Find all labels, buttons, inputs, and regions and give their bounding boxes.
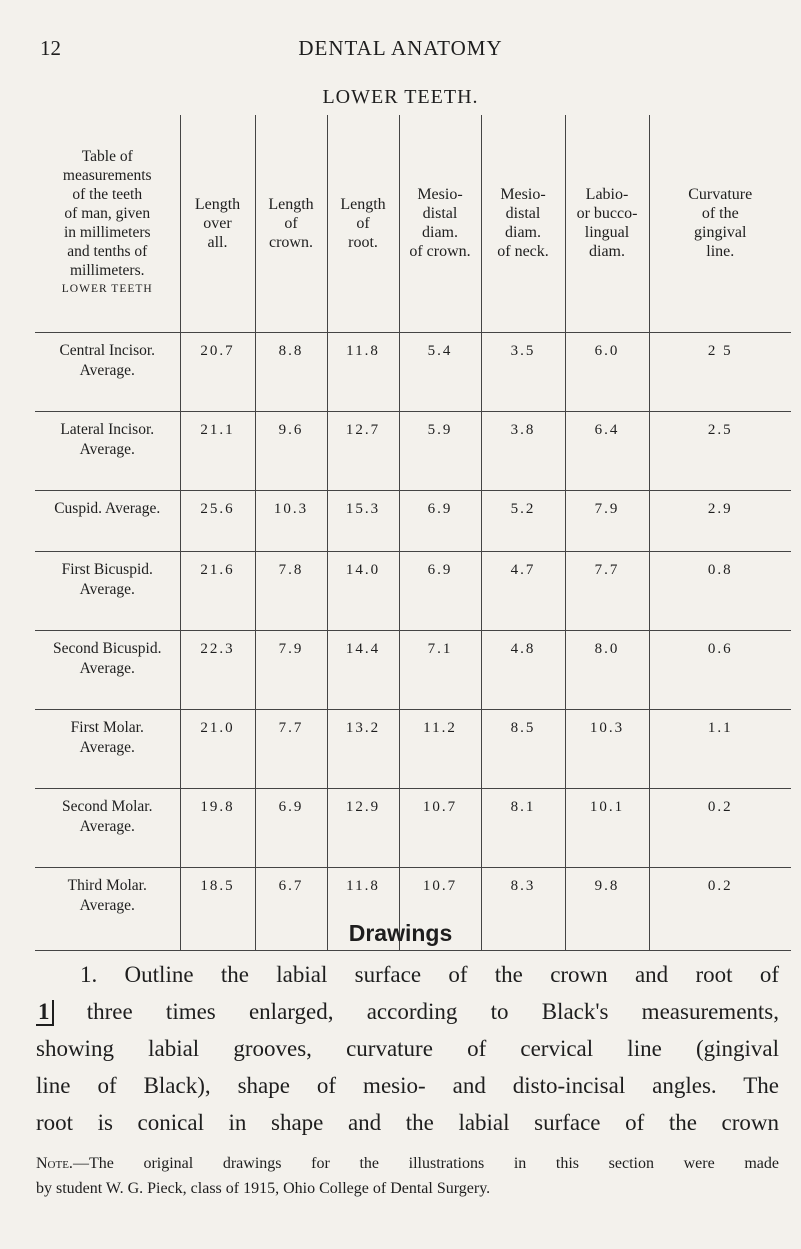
measurement-cell: 8.5 [481, 709, 565, 788]
table-row [35, 788, 791, 867]
column-header-line: over [203, 214, 232, 232]
column-header-line: distal [422, 205, 458, 223]
measurement-cell: 1.1 [649, 709, 791, 788]
tooth-name: Cuspid. Average. [54, 499, 161, 517]
paragraph-line: 1. Outline the labial surface of the crown and root of [80, 962, 779, 987]
column-header-line: root. [348, 233, 378, 251]
tooth-name-sub: Average. [79, 580, 135, 598]
running-head: DENTAL ANATOMY [298, 36, 503, 60]
paragraph-line: showing labial grooves, curvature of cervical line (gingival [36, 1036, 779, 1061]
column-header-line: diam. [422, 224, 458, 242]
table-row [35, 709, 791, 788]
column-header-line: of neck. [497, 243, 549, 261]
measurement-cell: 0.8 [649, 551, 791, 630]
measurement-cell: 10.1 [565, 788, 649, 867]
measurement-cell: 8.8 [255, 332, 327, 411]
table-row [35, 490, 791, 551]
measurement-cell: 10.7 [399, 788, 481, 867]
column-header [565, 115, 649, 332]
measurement-cell: 12.7 [327, 411, 399, 490]
measurement-cell: 22.3 [180, 630, 255, 709]
page-header [0, 36, 801, 66]
measurement-cell: 9.8 [565, 867, 649, 950]
note-line [36, 1151, 779, 1176]
measurement-cell: 14.0 [327, 551, 399, 630]
measurement-cell: 7.8 [255, 551, 327, 630]
measurement-cell: 0.2 [649, 788, 791, 867]
table-row [35, 411, 791, 490]
column-header-line: distal [505, 205, 541, 223]
column-header-line: or bucco- [576, 205, 638, 223]
column-header-line: of the [701, 205, 739, 223]
measurement-cell: 10.3 [255, 490, 327, 551]
table-description [35, 115, 180, 332]
tooth-name-sub: Average. [79, 738, 135, 756]
column-header-line: of crown. [409, 243, 471, 261]
paragraph-line: root is conical in shape and the labial surface of the crown [36, 1110, 779, 1135]
tooth-name: Second Molar. [62, 797, 153, 815]
description-line: Table of [81, 148, 133, 166]
tooth-name-sub: Average. [79, 659, 135, 677]
tooth-name-cell [35, 709, 180, 788]
measurement-cell: 6.4 [565, 411, 649, 490]
column-header-line: diam. [589, 243, 625, 261]
tooth-name-cell [35, 788, 180, 867]
column-header-line: diam. [505, 224, 541, 242]
column-header-line: Curvature [688, 186, 753, 204]
footnote [36, 1151, 779, 1201]
measurement-cell: 8.1 [481, 788, 565, 867]
tooth-name-cell [35, 411, 180, 490]
measurement-cell: 10.7 [399, 867, 481, 950]
tooth-name-sub: Average. [79, 440, 135, 458]
column-header-line: of [284, 214, 298, 232]
measurement-cell: 7.9 [255, 630, 327, 709]
measurement-cell: 11.2 [399, 709, 481, 788]
description-line: measurements [62, 167, 152, 185]
table-title: LOWER TEETH. [322, 86, 479, 108]
column-header-line: lingual [584, 224, 630, 242]
measurement-cell: 6.7 [255, 867, 327, 950]
column-header [649, 115, 791, 332]
measurement-cell: 21.6 [180, 551, 255, 630]
measurement-cell: 2.5 [649, 411, 791, 490]
measurement-cell: 8.3 [481, 867, 565, 950]
column-header-line: Length [268, 195, 314, 213]
column-header [255, 115, 327, 332]
measurement-cell: 21.0 [180, 709, 255, 788]
measurement-cell: 21.1 [180, 411, 255, 490]
measurement-cell: 13.2 [327, 709, 399, 788]
tooth-name-cell [35, 630, 180, 709]
measurement-cell: 7.9 [565, 490, 649, 551]
measurement-cell: 12.9 [327, 788, 399, 867]
measurement-cell: 7.7 [255, 709, 327, 788]
note-label: Note. [36, 1155, 73, 1172]
measurement-cell: 6.9 [255, 788, 327, 867]
measurement-cell: 15.3 [327, 490, 399, 551]
measurement-cell: 11.8 [327, 867, 399, 950]
note-line: by student W. G. Pieck, class of 1915, Ohio College of Dental Surgery. [36, 1180, 491, 1197]
measurement-cell: 5.4 [399, 332, 481, 411]
drawing-instruction-paragraph [36, 956, 779, 1141]
column-header-line: line. [706, 243, 735, 261]
tooth-notation-mark: 1 [36, 1000, 54, 1026]
measurement-cell: 8.0 [565, 630, 649, 709]
table-row [35, 551, 791, 630]
measurement-cell: 18.5 [180, 867, 255, 950]
measurements-table [35, 115, 791, 951]
description-line: of the teeth [72, 186, 143, 204]
measurement-cell: 4.8 [481, 630, 565, 709]
measurement-cell: 14.4 [327, 630, 399, 709]
measurement-cell: 20.7 [180, 332, 255, 411]
tooth-name-cell [35, 551, 180, 630]
column-header-line: gingival [694, 224, 747, 242]
measurement-cell: 25.6 [180, 490, 255, 551]
column-header-line: crown. [269, 233, 313, 251]
measurement-cell: 2.9 [649, 490, 791, 551]
table-row [35, 630, 791, 709]
tooth-name-sub: Average. [79, 361, 135, 379]
measurement-cell: 6.9 [399, 551, 481, 630]
tooth-name: Central Incisor. [59, 341, 156, 359]
measurement-cell: 3.5 [481, 332, 565, 411]
description-line: in millimeters [63, 224, 151, 242]
column-header [180, 115, 255, 332]
measurement-cell: 0.6 [649, 630, 791, 709]
measurement-cell: 0.2 [649, 867, 791, 950]
tooth-name: First Bicuspid. [61, 560, 153, 578]
column-header [399, 115, 481, 332]
drawings-heading: Drawings [348, 920, 453, 946]
paragraph-line [36, 993, 779, 1030]
tooth-name: First Molar. [70, 718, 144, 736]
tooth-name: Second Bicuspid. [53, 639, 162, 657]
column-header-line: Mesio- [500, 186, 546, 204]
column-header-line: Mesio- [417, 186, 463, 204]
column-header-line: Labio- [585, 186, 629, 204]
tooth-name-sub: Average. [79, 817, 135, 835]
page-number: 12 [40, 36, 61, 60]
paragraph-line: line of Black), shape of mesio- and disto-incisal angles. The [36, 1073, 779, 1098]
tooth-name: Third Molar. [67, 876, 147, 894]
measurement-cell: 7.7 [565, 551, 649, 630]
measurement-cell: 3.8 [481, 411, 565, 490]
column-header-line: Length [340, 195, 386, 213]
column-header [481, 115, 565, 332]
description-line: and tenths of [67, 243, 148, 261]
measurement-cell: 5.2 [481, 490, 565, 551]
description-line: of man, given [64, 205, 151, 223]
description-line: millimeters. [70, 262, 145, 280]
tooth-name: Lateral Incisor. [60, 420, 155, 438]
column-header-line: all. [207, 233, 228, 251]
table-header-row [35, 115, 791, 332]
note-text: —The original drawings for the illustrations in this section were made [72, 1155, 779, 1172]
table-row [35, 332, 791, 411]
measurement-cell: 11.8 [327, 332, 399, 411]
measurement-cell: 7.1 [399, 630, 481, 709]
column-header-line: of [356, 214, 370, 232]
measurement-cell: 2 5 [649, 332, 791, 411]
column-header [327, 115, 399, 332]
measurement-cell: 6.0 [565, 332, 649, 411]
description-caps: LOWER TEETH [61, 283, 153, 296]
tooth-name-cell [35, 332, 180, 411]
measurement-cell: 4.7 [481, 551, 565, 630]
measurement-cell: 6.9 [399, 490, 481, 551]
measurement-cell: 19.8 [180, 788, 255, 867]
measurement-cell: 9.6 [255, 411, 327, 490]
column-header-line: Length [194, 195, 241, 213]
measurement-cell: 10.3 [565, 709, 649, 788]
tooth-name-cell [35, 490, 180, 551]
tooth-name-sub: Average. [79, 896, 135, 914]
measurement-cell: 5.9 [399, 411, 481, 490]
paragraph-line-text: three times enlarged, according to Black's measurements, [86, 999, 780, 1024]
